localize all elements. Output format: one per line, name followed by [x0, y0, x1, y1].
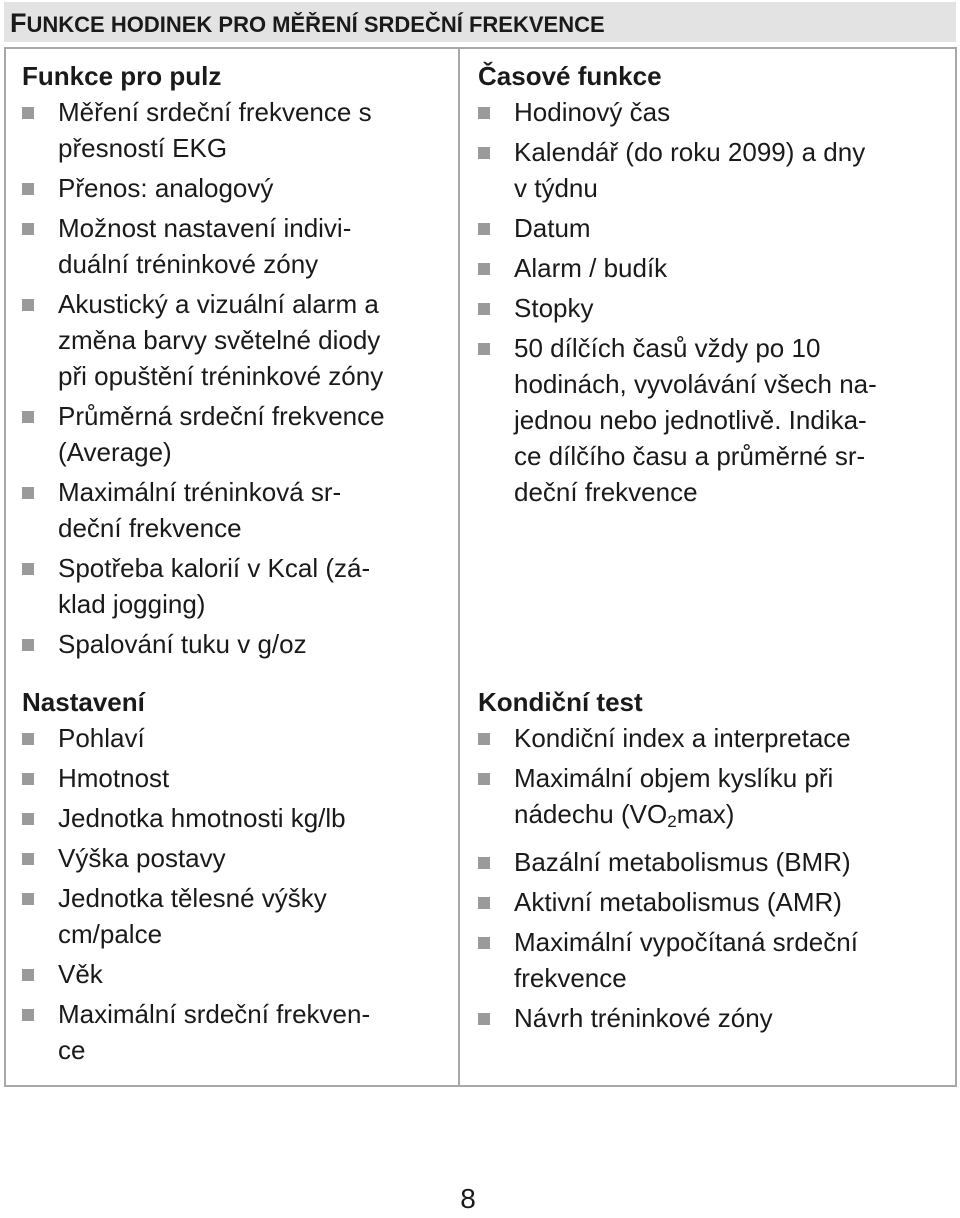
list-item-text: Stopky — [514, 293, 594, 323]
list-item-text: Maximální vypočítaná srdeční — [514, 927, 858, 957]
list-item-text: Návrh tréninkové zóny — [514, 1003, 773, 1033]
list-item-text: Spalování tuku v g/oz — [58, 629, 307, 659]
list-item — [22, 760, 452, 796]
list-item-text: Průměrná srdeční frekvence — [58, 401, 385, 431]
list-item-text: při opuštění tréninkové zóny — [58, 361, 384, 391]
list-item — [478, 1000, 948, 1036]
list-item-text: přesností EKG — [58, 133, 228, 163]
page-number: 8 — [460, 1183, 476, 1214]
list-item-text: Přenos: analogový — [58, 173, 274, 203]
list-item-text: změna barvy světelné diody — [58, 325, 381, 355]
list-item — [22, 210, 452, 282]
list-item-text: Věk — [58, 959, 103, 989]
list-item-text: Maximální tréninková sr- — [58, 477, 342, 507]
list-item — [22, 996, 452, 1068]
list-item-text: Maximální objem kyslíku při — [514, 763, 834, 793]
title-initial: F — [10, 8, 27, 38]
list-item-text: nádechu $(VO_2\max)$ — [514, 799, 735, 831]
list-item-text: Výška postavy — [58, 843, 226, 873]
square-bullet-icon — [22, 563, 34, 575]
square-bullet-icon — [22, 969, 34, 981]
list-item — [478, 94, 948, 130]
list-item-text: frekvence — [514, 963, 627, 993]
feature-list — [22, 94, 452, 662]
section-heading: Kondiční test — [478, 687, 643, 717]
square-bullet-icon — [22, 733, 34, 745]
square-bullet-icon — [478, 1013, 490, 1025]
list-item — [478, 884, 948, 920]
feature-list — [478, 94, 948, 510]
list-item-text: Kalendář (do roku 2099) a dny — [514, 137, 866, 167]
square-bullet-icon — [22, 893, 34, 905]
list-item-text: Spotřeba kalorií v Kcal (zá- — [58, 553, 371, 583]
list-item — [22, 800, 452, 836]
list-item — [22, 626, 452, 662]
feature-list — [478, 720, 948, 1036]
column-divider — [458, 47, 460, 1087]
square-bullet-icon — [478, 857, 490, 869]
feature-list — [22, 720, 452, 1068]
section-heading: Nastavení — [22, 687, 145, 717]
square-bullet-icon — [22, 1009, 34, 1021]
square-bullet-icon — [478, 147, 490, 159]
list-item — [22, 880, 452, 952]
square-bullet-icon — [478, 733, 490, 745]
list-item-text: Možnost nastavení indivi- — [58, 213, 352, 243]
section-fitness-test — [478, 684, 948, 1040]
square-bullet-icon — [22, 853, 34, 865]
list-item — [478, 210, 948, 246]
list-item — [478, 844, 948, 880]
square-bullet-icon — [478, 937, 490, 949]
list-item-text: v týdnu — [514, 173, 598, 203]
square-bullet-icon — [22, 107, 34, 119]
square-bullet-icon — [478, 223, 490, 235]
square-bullet-icon — [22, 411, 34, 423]
list-item-text: ce — [58, 1035, 86, 1065]
list-item-text: Akustický a vizuální alarm a — [58, 289, 379, 319]
square-bullet-icon — [478, 107, 490, 119]
list-item-text: Pohlaví — [58, 723, 145, 753]
list-item — [22, 94, 452, 166]
list-item-text: ce dílčího času a průměrné sr- — [514, 441, 866, 471]
list-item-text: duální tréninkové zóny — [58, 249, 319, 279]
list-item-text: Hmotnost — [58, 763, 170, 793]
list-item-text: Bazální metabolismus (BMR) — [514, 847, 851, 877]
list-item-text: Měření srdeční frekvence s — [58, 97, 372, 127]
list-item-text: Aktivní metabolismus (AMR) — [514, 887, 842, 917]
list-item-text: klad jogging) — [58, 589, 206, 619]
square-bullet-icon — [478, 897, 490, 909]
square-bullet-icon — [22, 813, 34, 825]
section-time-functions — [478, 58, 948, 514]
list-item-text: deční frekvence — [58, 513, 242, 543]
list-item-text: Hodinový čas — [514, 97, 671, 127]
list-item-text: Maximální srdeční frekven- — [58, 999, 371, 1029]
list-item — [478, 330, 948, 510]
list-item — [22, 474, 452, 546]
square-bullet-icon — [22, 773, 34, 785]
section-heading: Funkce pro pulz — [22, 61, 222, 91]
list-item — [22, 398, 452, 470]
square-bullet-icon — [478, 303, 490, 315]
square-bullet-icon — [22, 183, 34, 195]
list-item-text: deční frekvence — [514, 477, 698, 507]
page-title — [4, 2, 956, 42]
section-pulse-functions — [22, 58, 452, 666]
list-item-text: Alarm / budík — [514, 253, 668, 283]
square-bullet-icon — [478, 343, 490, 355]
list-item — [22, 286, 452, 394]
square-bullet-icon — [478, 263, 490, 275]
list-item — [22, 170, 452, 206]
list-item — [22, 550, 452, 622]
list-item-text: jednou nebo jednotlivě. Indika- — [514, 405, 867, 435]
list-item — [478, 250, 948, 286]
list-item — [478, 760, 948, 840]
list-item-text: hodinách, vyvolávání všech na- — [514, 369, 877, 399]
title-text: UNKCE HODINEK PRO MĚŘENÍ SRDEČNÍ FREKVENCE — [26, 12, 605, 37]
list-item-text: Kondiční index a interpretace — [514, 723, 851, 753]
list-item-text: cm/palce — [58, 919, 163, 949]
list-item — [22, 840, 452, 876]
square-bullet-icon — [22, 223, 34, 235]
section-settings — [22, 684, 452, 1072]
square-bullet-icon — [478, 773, 490, 785]
list-item — [22, 956, 452, 992]
list-item-text: 50 dílčích časů vždy po 10 — [514, 333, 821, 363]
list-item — [478, 290, 948, 326]
list-item — [478, 134, 948, 206]
square-bullet-icon — [22, 299, 34, 311]
list-item — [478, 720, 948, 756]
list-item-text: Jednotka tělesné výšky — [58, 883, 327, 913]
square-bullet-icon — [22, 487, 34, 499]
list-item — [478, 924, 948, 996]
list-item-text: Jednotka hmotnosti kg/lb — [58, 803, 346, 833]
list-item — [22, 720, 452, 756]
section-heading: Časové funkce — [478, 61, 662, 91]
square-bullet-icon — [22, 639, 34, 651]
list-item-text: (Average) — [58, 437, 172, 467]
list-item-text: Datum — [514, 213, 591, 243]
